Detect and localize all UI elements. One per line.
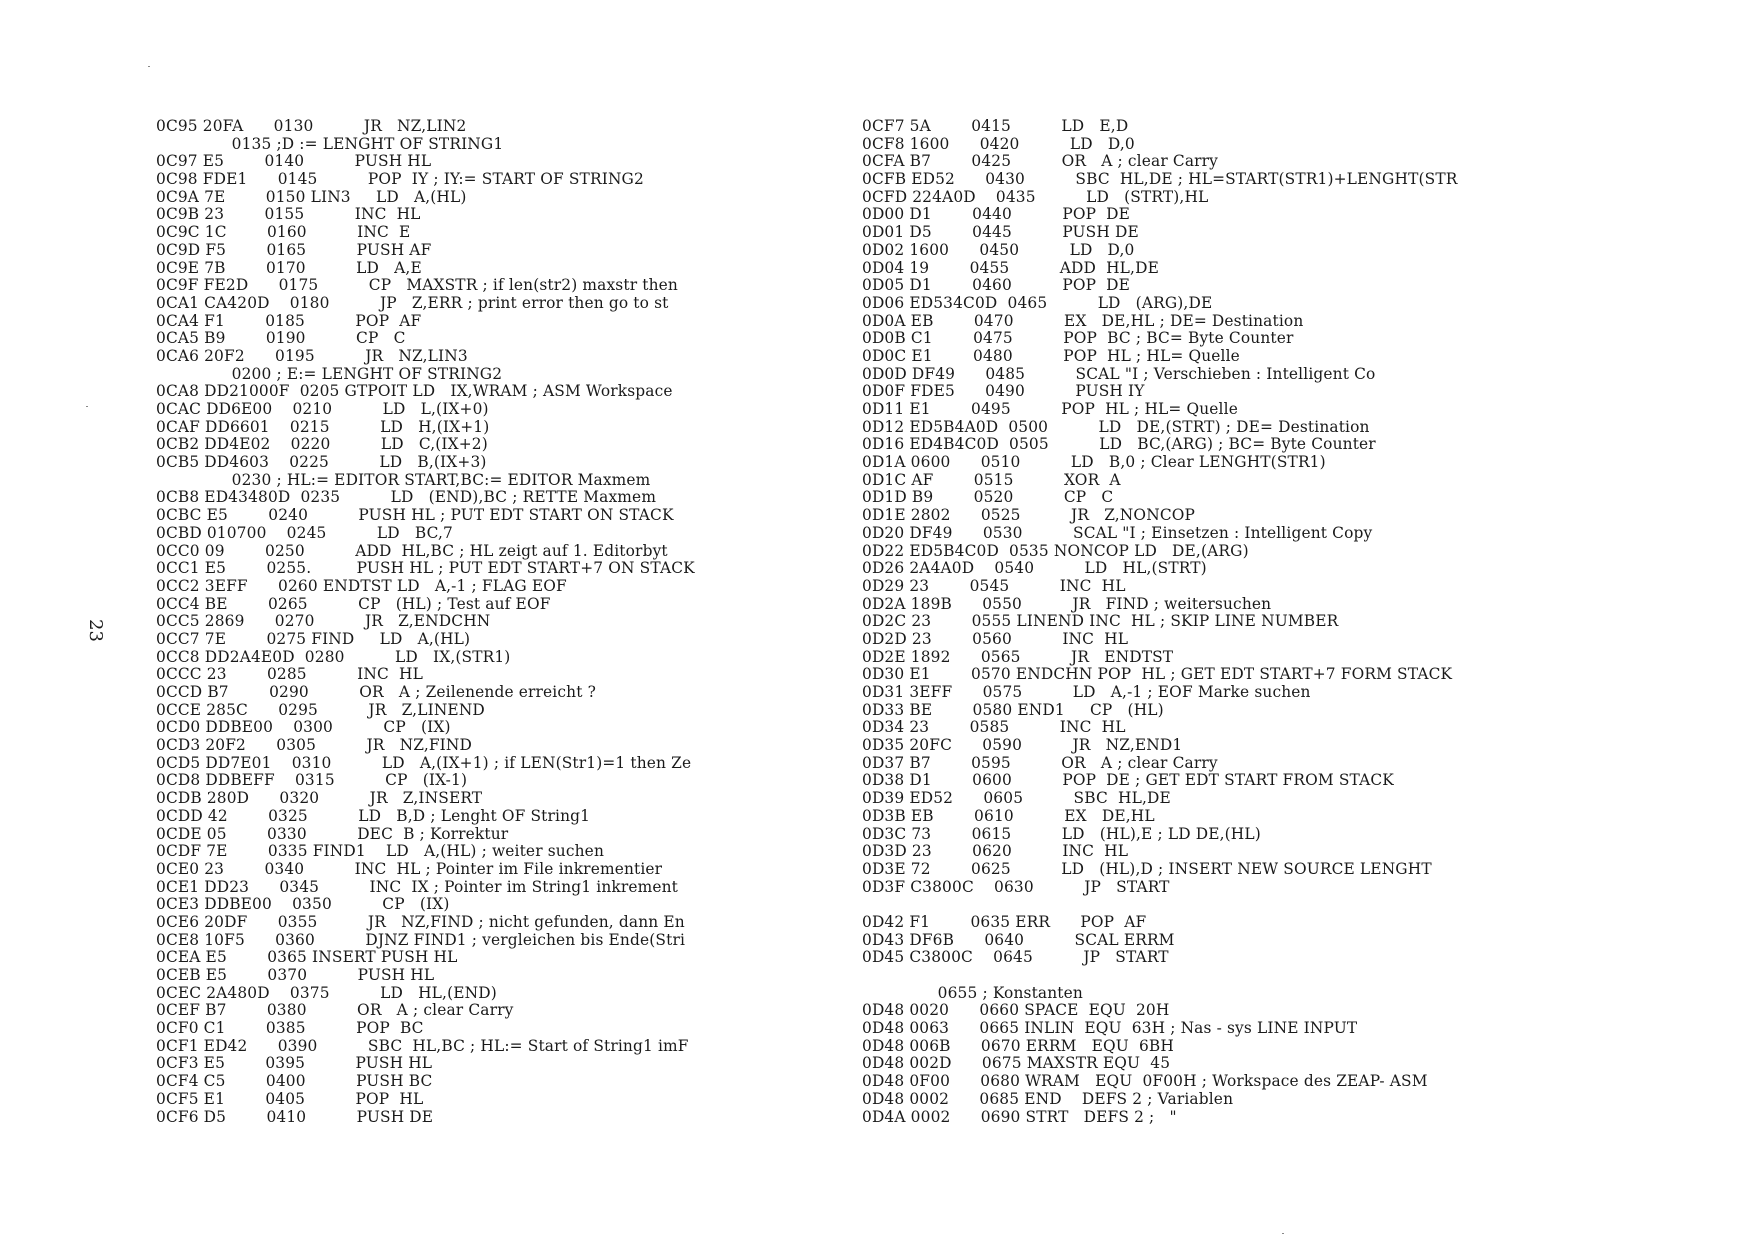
code-line: 0CD3 20F2 0305 JR NZ,FIND bbox=[156, 736, 473, 755]
code-line: 0D1E 2802 0525 JR Z,NONCOP bbox=[862, 506, 1196, 525]
code-line: 0D01 D5 0445 PUSH DE bbox=[862, 223, 1139, 242]
code-line: 0CDF 7E 0335 FIND1 LD A,(HL) ; weiter suchen bbox=[156, 842, 605, 861]
code-line: 0CF1 ED42 0390 SBC HL,BC ; HL:= Start of String1 imF bbox=[156, 1036, 689, 1055]
code-line: 0C9F FE2D 0175 CP MAXSTR ; if len(str2) maxstr then bbox=[156, 276, 678, 295]
code-line: 0D34 23 0585 INC HL bbox=[862, 718, 1126, 737]
code-line: 0D45 C3800C 0645 JP START bbox=[862, 948, 1169, 967]
code-line: 0CCD B7 0290 OR A ; Zeilenende erreicht ? bbox=[156, 683, 596, 701]
code-line: 0D48 006B 0670 ERRM EQU 6BH bbox=[862, 1036, 1174, 1055]
code-line: 0CF8 1600 0420 LD D,0 bbox=[862, 134, 1135, 153]
code-line: 0D26 2A4A0D 0540 LD HL,(STRT) bbox=[862, 559, 1207, 578]
code-line: 0CF5 E1 0405 POP HL bbox=[156, 1089, 424, 1108]
code-line: 0CB5 DD4603 0225 LD B,(IX+3) bbox=[156, 453, 487, 472]
code-line: 0D0D DF49 0485 SCAL "I ; Verschieben : Intelligent Co bbox=[862, 364, 1376, 383]
code-line: 0655 ; Konstanten bbox=[862, 983, 1083, 1002]
code-line: 0CDB 280D 0320 JR Z,INSERT bbox=[156, 789, 483, 808]
code-line: 0D22 ED5B4C0D 0535 NONCOP LD DE,(ARG) bbox=[862, 541, 1249, 560]
code-line bbox=[862, 896, 1732, 914]
code-line: 0D48 0020 0660 SPACE EQU 20H bbox=[862, 1001, 1170, 1020]
code-line: 0D11 E1 0495 POP HL ; HL= Quelle bbox=[862, 400, 1238, 418]
code-line: 0CBC E5 0240 PUSH HL ; PUT EDT START ON STACK bbox=[156, 506, 674, 525]
code-line: 0D1D B9 0520 CP C bbox=[862, 488, 1114, 507]
code-line: 0D0F FDE5 0490 PUSH IY bbox=[862, 382, 1145, 401]
code-line: 0D2A 189B 0550 JR FIND ; weitersuchen bbox=[862, 594, 1272, 613]
code-line: 0D48 0002 0685 END DEFS 2 ; Variablen bbox=[862, 1089, 1234, 1108]
code-line: 0D48 0F00 0680 WRAM EQU 0F00H ; Workspace des ZEAP- ASM bbox=[862, 1072, 1428, 1091]
code-line: 0CEF B7 0380 OR A ; clear Carry bbox=[156, 1001, 514, 1020]
code-line: 0D02 1600 0450 LD D,0 bbox=[862, 240, 1135, 259]
code-line: 0D2D 23 0560 INC HL bbox=[862, 629, 1129, 648]
left-listing-column bbox=[156, 118, 836, 1126]
code-line: 0CFB ED52 0430 SBC HL,DE ; HL=START(STR1)+LENGHT(STR bbox=[862, 170, 1458, 189]
code-line: 0D3E 72 0625 LD (HL),D ; INSERT NEW SOURCE LENGHT bbox=[862, 859, 1432, 878]
code-line: 0CF4 C5 0400 PUSH BC bbox=[156, 1072, 433, 1091]
code-line: 0D42 F1 0635 ERR POP AF bbox=[862, 912, 1147, 931]
code-line: 0D35 20FC 0590 JR NZ,END1 bbox=[862, 736, 1183, 755]
code-line: 0C9C 1C 0160 INC E bbox=[156, 223, 411, 242]
code-line: 0D04 19 0455 ADD HL,DE bbox=[862, 258, 1159, 277]
code-line: 0C98 FDE1 0145 POP IY ; IY:= START OF STRING2 bbox=[156, 170, 644, 189]
code-line: 0D29 23 0545 INC HL bbox=[862, 576, 1126, 595]
code-line: 0CDE 05 0330 DEC B ; Korrektur bbox=[156, 824, 509, 843]
code-line: 0D00 D1 0440 POP DE bbox=[862, 205, 1131, 224]
code-line: 0D30 E1 0570 ENDCHN POP HL ; GET EDT START+7 FORM STACK bbox=[862, 665, 1453, 684]
code-line: 0D05 D1 0460 POP DE bbox=[862, 276, 1131, 295]
code-line: 0CE1 DD23 0345 INC IX ; Pointer im String1 inkrement bbox=[156, 877, 679, 896]
code-line: 0D3B EB 0610 EX DE,HL bbox=[862, 806, 1155, 825]
code-line: 0CFA B7 0425 OR A ; clear Carry bbox=[862, 152, 1218, 171]
scan-speck bbox=[86, 406, 88, 407]
code-line: 0CF6 D5 0410 PUSH DE bbox=[156, 1107, 434, 1126]
code-line: 0CF0 C1 0385 POP BC bbox=[156, 1019, 424, 1038]
code-line: 0CF7 5A 0415 LD E,D bbox=[862, 117, 1129, 135]
code-line: 0D1C AF 0515 XOR A bbox=[862, 470, 1121, 489]
code-line: 0CCE 285C 0295 JR Z,LINEND bbox=[156, 700, 485, 719]
code-line: 0D06 ED534C0D 0465 LD (ARG),DE bbox=[862, 293, 1213, 312]
code-line: 0CA8 DD21000F 0205 GTPOIT LD IX,WRAM ; ASM Workspace bbox=[156, 382, 673, 401]
code-line: 0D2C 23 0555 LINEND INC HL ; SKIP LINE NUMBER bbox=[862, 612, 1339, 631]
code-line: 0CE8 10F5 0360 DJNZ FIND1 ; vergleichen bis Ende(Stri bbox=[156, 930, 686, 949]
code-line: 0CBD 010700 0245 LD BC,7 bbox=[156, 523, 453, 542]
code-line: 0D48 002D 0675 MAXSTR EQU 45 bbox=[862, 1054, 1171, 1073]
code-line: 0CA5 B9 0190 CP C bbox=[156, 329, 406, 348]
code-line: 0CD5 DD7E01 0310 LD A,(IX+1) ; if LEN(Str1)=1 then Ze bbox=[156, 753, 692, 772]
code-line: 0CC4 BE 0265 CP (HL) ; Test auf EOF bbox=[156, 594, 551, 613]
code-line: 0CD8 DDBEFF 0315 CP (IX-1) bbox=[156, 771, 468, 790]
code-line: 0CB2 DD4E02 0220 LD C,(IX+2) bbox=[156, 435, 488, 454]
scan-speck bbox=[148, 66, 150, 67]
code-line: 0CA1 CA420D 0180 JP Z,ERR ; print error then go to st bbox=[156, 293, 669, 312]
code-line: 0CC0 09 0250 ADD HL,BC ; HL zeigt auf 1. Editorbyt bbox=[156, 541, 668, 560]
code-line: 0D3C 73 0615 LD (HL),E ; LD DE,(HL) bbox=[862, 824, 1261, 843]
code-line: 0CF3 E5 0395 PUSH HL bbox=[156, 1054, 433, 1073]
code-line: 0200 ; E:= LENGHT OF STRING2 bbox=[156, 364, 503, 383]
code-line: 0D16 ED4B4C0D 0505 LD BC,(ARG) ; BC= Byte Counter bbox=[862, 435, 1376, 454]
code-line: 0D20 DF49 0530 SCAL "I ; Einsetzen : Intelligent Copy bbox=[862, 523, 1373, 542]
page-number: 23 bbox=[84, 619, 106, 642]
code-line: 0C9A 7E 0150 LIN3 LD A,(HL) bbox=[156, 187, 467, 206]
code-line: 0D3D 23 0620 INC HL bbox=[862, 842, 1129, 861]
code-line: 0C95 20FA 0130 JR NZ,LIN2 bbox=[156, 117, 467, 135]
code-line: 0CC5 2869 0270 JR Z,ENDCHN bbox=[156, 612, 491, 631]
code-line: 0C97 E5 0140 PUSH HL bbox=[156, 152, 432, 171]
right-listing-column bbox=[862, 118, 1732, 1126]
code-line: 0D0C E1 0480 POP HL ; HL= Quelle bbox=[862, 346, 1240, 365]
code-line: 0D37 B7 0595 OR A ; clear Carry bbox=[862, 753, 1218, 772]
code-line: 0230 ; HL:= EDITOR START,BC:= EDITOR Maxmem bbox=[156, 470, 651, 489]
code-line: 0CEB E5 0370 PUSH HL bbox=[156, 966, 435, 984]
code-line: 0D43 DF6B 0640 SCAL ERRM bbox=[862, 930, 1175, 949]
code-line: 0CD0 DDBE00 0300 CP (IX) bbox=[156, 718, 451, 737]
code-line: 0D31 3EFF 0575 LD A,-1 ; EOF Marke suchen bbox=[862, 683, 1311, 701]
code-line: 0D4A 0002 0690 STRT DEFS 2 ; " bbox=[862, 1107, 1177, 1126]
code-line: 0CE6 20DF 0355 JR NZ,FIND ; nicht gefunden, dann En bbox=[156, 912, 685, 931]
code-line: 0CC7 7E 0275 FIND LD A,(HL) bbox=[156, 629, 471, 648]
code-line: 0CA6 20F2 0195 JR NZ,LIN3 bbox=[156, 346, 468, 365]
code-line: 0D38 D1 0600 POP DE ; GET EDT START FROM STACK bbox=[862, 771, 1394, 790]
code-line: 0D2E 1892 0565 JR ENDTST bbox=[862, 647, 1174, 666]
code-line: 0D12 ED5B4A0D 0500 LD DE,(STRT) ; DE= Destination bbox=[862, 417, 1370, 436]
code-line: 0D3F C3800C 0630 JP START bbox=[862, 877, 1170, 896]
code-line: 0CB8 ED43480D 0235 LD (END),BC ; RETTE Maxmem bbox=[156, 488, 657, 507]
code-line: 0CA4 F1 0185 POP AF bbox=[156, 311, 422, 330]
code-line: 0CAF DD6601 0215 LD H,(IX+1) bbox=[156, 417, 490, 436]
code-line: 0D0B C1 0475 POP BC ; BC= Byte Counter bbox=[862, 329, 1294, 348]
code-line bbox=[862, 967, 1732, 985]
code-line: 0D33 BE 0580 END1 CP (HL) bbox=[862, 700, 1164, 719]
code-line: 0CE3 DDBE00 0350 CP (IX) bbox=[156, 895, 450, 914]
code-line: 0C9E 7B 0170 LD A,E bbox=[156, 258, 422, 277]
code-line: 0CEA E5 0365 INSERT PUSH HL bbox=[156, 948, 458, 967]
code-line: 0CCC 23 0285 INC HL bbox=[156, 665, 423, 684]
code-line: 0D48 0063 0665 INLIN EQU 63H ; Nas - sys LINE INPUT bbox=[862, 1019, 1358, 1038]
code-line: 0D1A 0600 0510 LD B,0 ; Clear LENGHT(STR1) bbox=[862, 453, 1326, 472]
code-line: 0135 ;D := LENGHT OF STRING1 bbox=[156, 134, 504, 153]
code-line: 0CEC 2A480D 0375 LD HL,(END) bbox=[156, 983, 497, 1002]
code-line: 0CC1 E5 0255. PUSH HL ; PUT EDT START+7 ON STACK bbox=[156, 559, 695, 578]
code-line: 0CC8 DD2A4E0D 0280 LD IX,(STR1) bbox=[156, 647, 511, 666]
code-line: 0CAC DD6E00 0210 LD L,(IX+0) bbox=[156, 400, 489, 418]
scan-speck bbox=[1282, 1233, 1284, 1234]
code-line: 0CDD 42 0325 LD B,D ; Lenght OF String1 bbox=[156, 806, 591, 825]
code-line: 0CE0 23 0340 INC HL ; Pointer im File inkrementier bbox=[156, 859, 663, 878]
code-line: 0CC2 3EFF 0260 ENDTST LD A,-1 ; FLAG EOF bbox=[156, 576, 567, 595]
code-line: 0D0A EB 0470 EX DE,HL ; DE= Destination bbox=[862, 311, 1304, 330]
code-line: 0CFD 224A0D 0435 LD (STRT),HL bbox=[862, 187, 1209, 206]
code-line: 0D39 ED52 0605 SBC HL,DE bbox=[862, 789, 1171, 808]
code-line: 0C9D F5 0165 PUSH AF bbox=[156, 240, 432, 259]
code-line: 0C9B 23 0155 INC HL bbox=[156, 205, 421, 224]
